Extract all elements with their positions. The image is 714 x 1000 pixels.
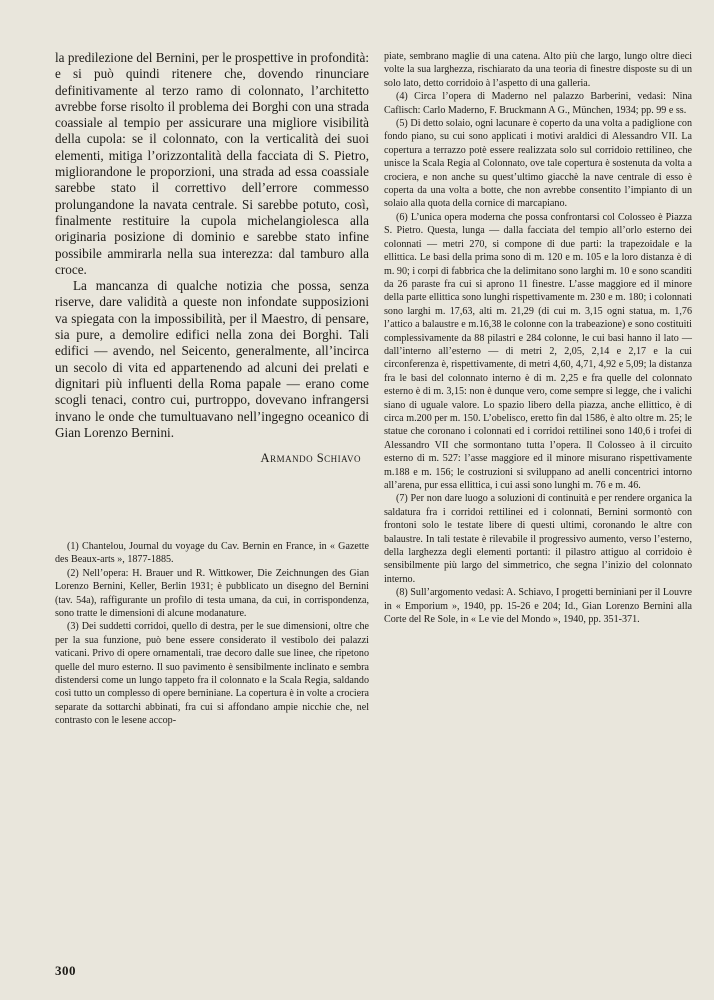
footnote-1: (1) Chantelou, Journal du voyage du Cav. Bernin en France, in « Gazette des Beaux-arts », 1877-1885.: [55, 541, 369, 566]
footnote-5: (5) Di detto solaio, ogni lacunare è coperto da una volta a padiglione con fondo piano, su cui sono applicati i motivi araldici di Alessandro VII. La copertura a terrazzo potè essere realizzata solo sul corridoio rettilineo, che unisce la Scala Regia al Colonnato, ove tale copertura è sostenuta da volta a crociera, e non anche su quest’ultimo giacchè la nave centrale di esso è coperta da una volta a botte, che non avrebbe consentito l’impianto di un solaio alla quota della cornice di marcapiano.: [384, 118, 692, 210]
footnote-8: (8) Sull’argomento vedasi: A. Schiavo, I progetti berniniani per il Louvre in « Emporium », 1940, pp. 15-26 e 204; Id., Gian Lorenzo Bernini alla Corte del Re Sole, in « Le vie del Mondo », 1940, pp. 351-371.: [384, 587, 692, 626]
footnotes-right: [384, 50, 692, 626]
article-body: [55, 50, 369, 441]
footnote-2: (2) Nell’opera: H. Brauer und R. Wittkower, Die Zeichnungen des Gian Lorenzo Bernini, Keller, Berlin 1931; è pubblicato un disegno del Bernini (tav. 54a), raffigurante un profilo di testa umana, da cui, in corrispondenza, sono tratte le dimensioni di alcune modanature.: [55, 567, 369, 620]
paragraph-1: la predilezione del Bernini, per le prospettive in profondità: e si può quindi ritenere che, dovendo rinunciare definitivamente al terzo ramo di colonnato, l’architetto avrebbe forse risolto il problema dei Borghi con una strada coassiale al tempio per assicurare una migliore visibilità della cupola: se il colonnato, con la verticalità dei suoi elementi, mitiga l’orizzontalità della facciata di S. Pietro, migliorandone le proporzioni, una strada ad essa coassiale sarebbe stato il correttivo dell’errore commesso prolungandone la navata centrale. Si sarebbe potuto, così, finalmente restituire la cupola michelangiolesca alla originaria posizione di dominio e sarebbe stato infine possibile ammirarla nella sua interezza: dal tamburo alla croce.: [55, 50, 369, 277]
footnotes-left: [55, 540, 369, 728]
footnote-7: (7) Per non dare luogo a soluzioni di continuità e per rendere organica la saldatura fra i corridoi rettilinei ed i colonnati, Bernini sormontò con frontoni solo le testate libere di questi ultimi, coronando le altre con balaustre. In tali testate è rilevabile il progressivo aumento, verso l’esterno, della larghezza degli elementi portanti: il pilastro attiguo al corridoio è sensibilmente più largo del simmetrico, che segna l’inizio del colonnato interno.: [384, 493, 692, 585]
footnote-3: (3) Dei suddetti corridoi, quello di destra, per le sue dimensioni, oltre che per la sua funzione, può bene essere considerato il vestibolo dei palazzi vaticani. Privo di opere ornamentali, trae decoro dalle sue linee, che ripetono quelle del muro esterno. Il suo pavimento è sensibilmente inclinato e sembra distendersi come un lungo tappeto fra il colonnato e la Scala Regia, saldando così tutto un complesso di opere berniniane. La copertura è in volte a crociera separate da sottarchi abbinati, fra cui si affondano ampie nicchie che, nel contrasto con le lesene accop-: [55, 621, 369, 727]
footnote-6: (6) L’unica opera moderna che possa confrontarsi col Colosseo è Piazza S. Pietro. Questa, lunga — dalla facciata del tempio all’orlo esterno dei colonnati — metri 270, si compone di due parti: la trapezoidale e la ellittica. Le basi della prima sono di m. 120 e m. 105 e la loro distanza è di m. 90; i corpi di fabbrica che la delimitano sono larghi m. 10 e sono scanditi da 26 paraste fra cui si aprono 11 finestre. L’asse maggiore ed il minore della parte ellittica sono lunghi rispettivamente m. 230 e m. 180; i colonnati sono larghi m. 17,63, alti m. 21,29 (di cui m. 3,15 ogni statua, m. 1,76 l’attico a balaustre e m.16,38 le colonne con la trabeazione) e sono costituiti complessivamente da 88 pilastri e 284 colonne, le cui basi hanno il lato — dall’interno all’esterno — di metri 2, 2,05, 2,14 e 2,17 e la cui circonferenza è, rispettivamente, di metri 4,60, 4,71, 4,92 e 5,09; la distanza fra le basi del colonnato interno è di m. 2,25 e fra quelle del colonnato esterno è di m. 3,15: non è dunque vero, come sempre si legge, che i valichi siano di uguale valore. Lo spazio libero della piazza, anche ellittico, è di circa m.200 per m. 150. L’obelisco, eretto fin dal 1586, è alto oltre m. 25; le statue che coronano i colonnati ed i corridoi rettilinei sono 140,6 i trofei di Alessandro VII che sormontano tutta l’opera. Il Colosseo à il circuito esterno di m. 527: l’asse maggiore ed il minore misurano rispettivamente m.188 e m. 156; le costruzioni si sviluppano ad anelli concentrici intorno all’arena, pur essa ellittica, i cui assi sono lunghi m. 76 e m. 46.: [384, 211, 692, 491]
left-column: [55, 50, 369, 466]
page-number: 300: [55, 963, 76, 978]
paragraph-2: La mancanza di qualche notizia che possa, senza riserve, dare validità a queste non infondate supposizioni va spiegata con la impossibilità, per il Maestro, di pensare, sia pure, a demolire edifici nella zona dei Borghi. Tali edifici — avendo, nel Seicento, generalmente, all’incirca un secolo di vita ed appartenendo ad alcuni dei prelati e dignitari più influenti della Roma papale — erano come scogli tenaci, contro cui, purtroppo, dovevano infrangersi invano le onde che tumultuavano nell’ingegno oceanico di Gian Lorenzo Bernini.: [55, 278, 369, 440]
author-signature: Armando Schiavo: [260, 451, 361, 466]
footnote-3-continued: piate, sembrano maglie di una catena. Alto più che largo, lungo oltre dieci volte la sua larghezza, rischiarato da una teoria di finestre disposte su di un solo lato, detto corridoio à l’aspetto di una galleria.: [384, 51, 692, 89]
footnote-4: (4) Circa l’opera di Maderno nel palazzo Barberini, vedasi: Nina Caflisch: Carlo Maderno, F. Bruckmann A G., München, 1934; pp. 99 e ss.: [384, 91, 692, 116]
